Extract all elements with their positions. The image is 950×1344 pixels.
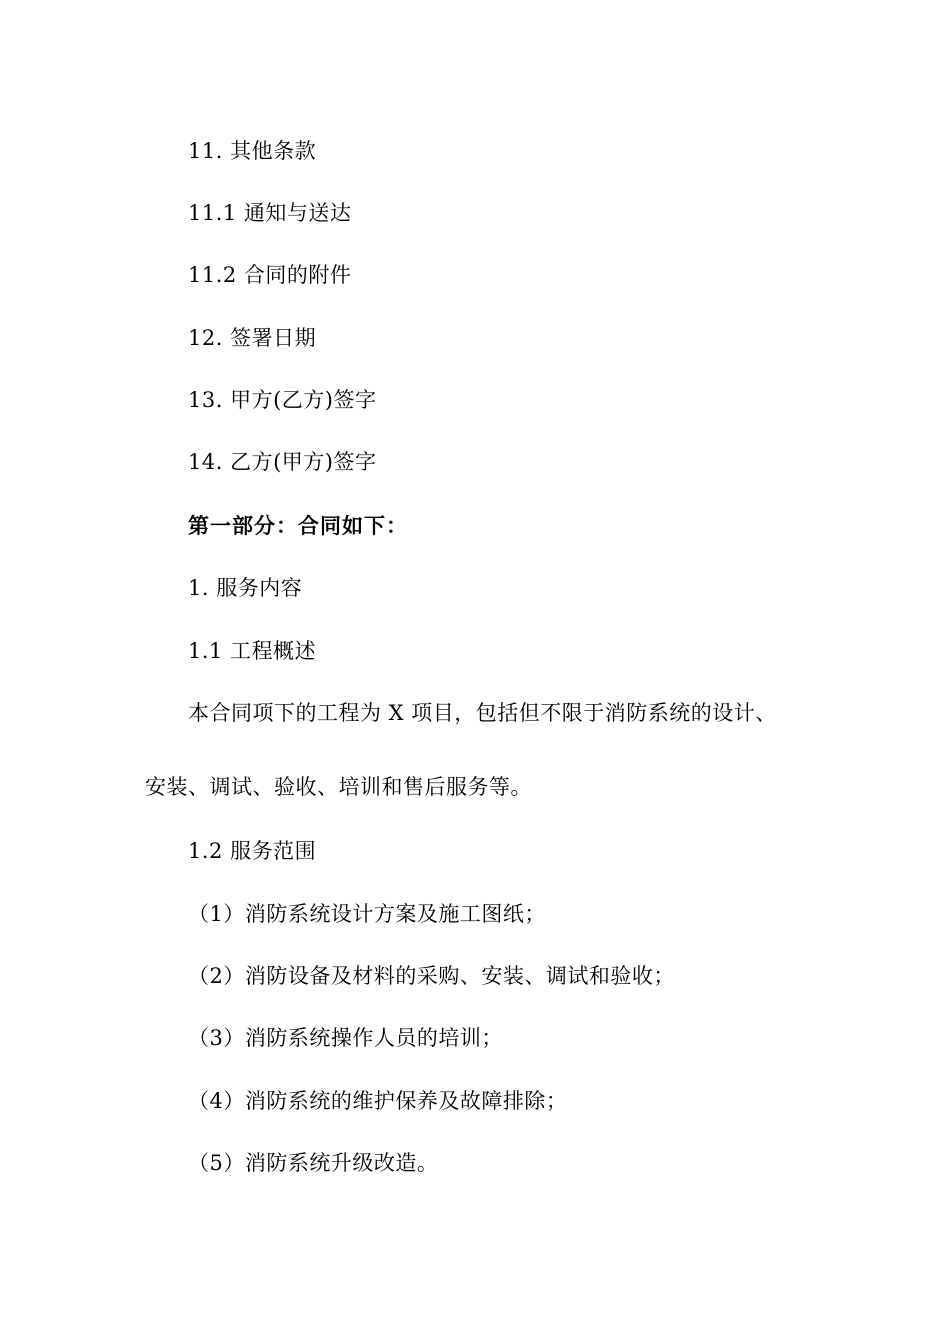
section-11-2-heading: 11.2 合同的附件 [188, 263, 352, 287]
list-item-3: （3）消防系统操作人员的培训； [188, 1026, 503, 1050]
section-13-heading: 13. 甲方(乙方)签字 [188, 388, 377, 412]
section-11-1-heading: 11.1 通知与送达 [188, 201, 352, 225]
section-1-2-heading: 1.2 服务范围 [188, 839, 317, 863]
list-item-1: （1）消防系统设计方案及施工图纸； [188, 902, 546, 926]
list-item-4: （4）消防系统的维护保养及故障排除； [188, 1089, 568, 1113]
section-1-heading: 1. 服务内容 [188, 576, 303, 600]
section-1-1-heading: 1.1 工程概述 [188, 639, 317, 663]
paragraph-line-1: 本合同项下的工程为 X 项目，包括但不限于消防系统的设计、 [188, 701, 777, 725]
section-12-heading: 12. 签署日期 [188, 326, 317, 350]
list-item-5: （5）消防系统升级改造。 [188, 1151, 439, 1175]
section-14-heading: 14. 乙方(甲方)签字 [188, 450, 377, 474]
part-one-heading: 第一部分：合同如下： [188, 514, 408, 538]
section-11-heading: 11. 其他条款 [188, 139, 317, 163]
list-item-2: （2）消防设备及材料的采购、安装、调试和验收； [188, 964, 675, 988]
paragraph-line-2: 安装、调试、验收、培训和售后服务等。 [145, 775, 532, 799]
